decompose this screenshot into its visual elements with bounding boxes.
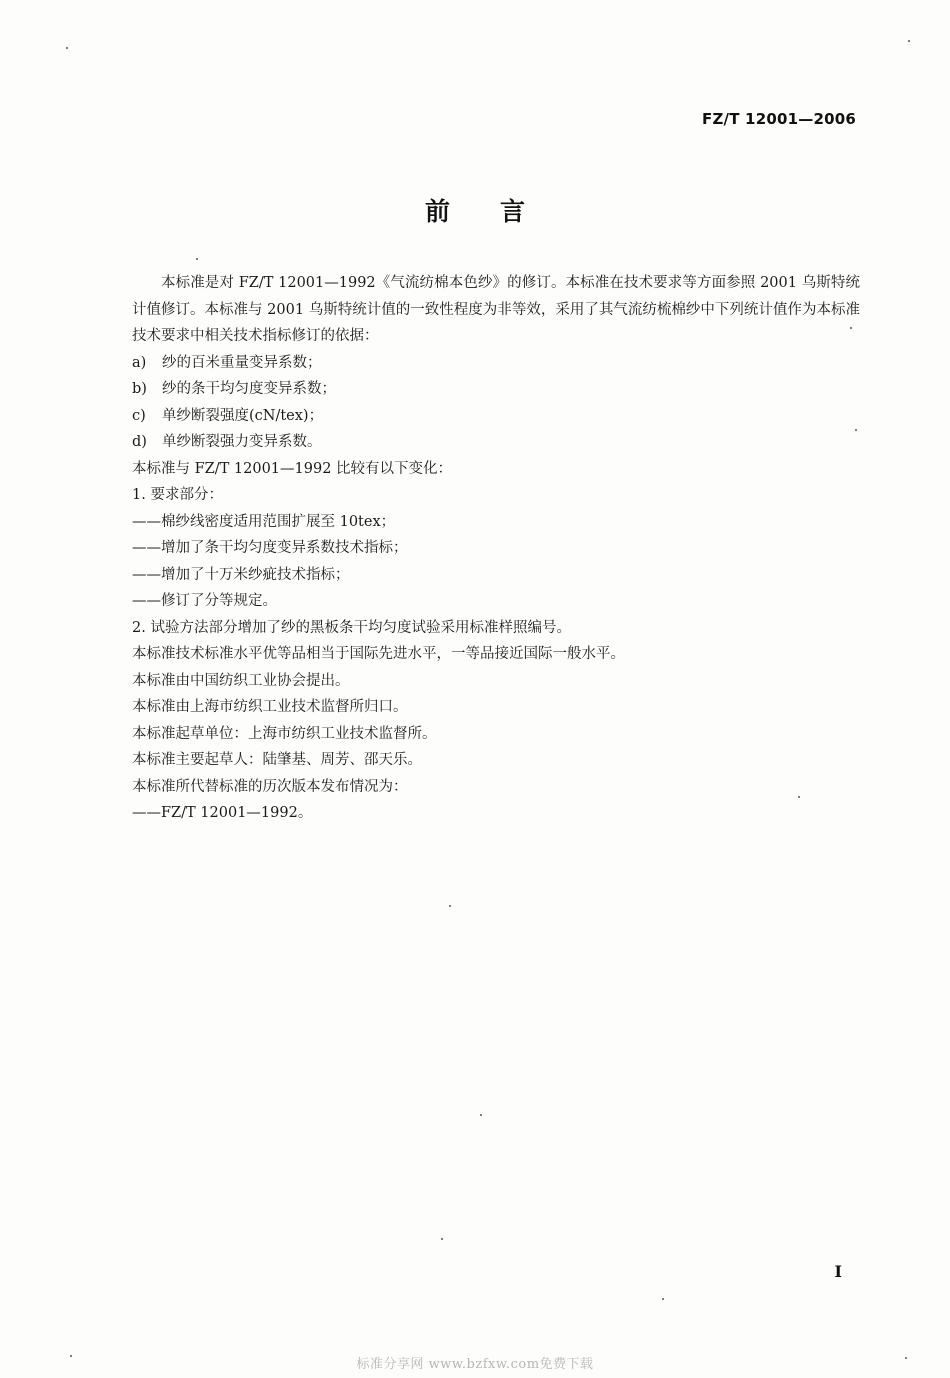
scan-speck xyxy=(850,327,852,329)
scan-speck xyxy=(66,47,68,49)
scan-speck xyxy=(196,258,198,260)
scan-speck xyxy=(798,796,800,798)
scan-speck xyxy=(905,1357,907,1359)
requirement-changes-list xyxy=(132,509,860,615)
changes-intro: 本标准与 FZ/T 12001—1992 比较有以下变化： xyxy=(132,460,453,477)
section2-text: 2. 试验方法部分增加了纱的黑板条干均匀度试验采用标准样照编号。 xyxy=(132,619,571,636)
list-item-text: 单纱断裂强度(cN/tex)； xyxy=(162,407,324,424)
list-item xyxy=(132,376,860,403)
list-item: ——增加了十万米纱疵技术指标； xyxy=(132,566,350,583)
standard-code: FZ/T 12001—2006 xyxy=(702,110,856,128)
administered-by: 本标准由上海市纺织工业技术监督所归口。 xyxy=(132,699,408,715)
basis-list xyxy=(132,350,860,456)
scan-speck xyxy=(70,1355,72,1357)
page-number: I xyxy=(834,1262,842,1281)
list-item: ——增加了条干均匀度变异系数技术指标； xyxy=(132,540,408,556)
document-body xyxy=(132,270,860,827)
list-item-marker: c) xyxy=(132,407,146,424)
scan-speck xyxy=(449,905,451,907)
intro-paragraph: 本标准是对 FZ/T 12001—1992《气流纺棉本色纱》的修订。本标准在技术要求等方面参照 2001 乌斯特统计值修订。本标准与 2001 乌斯特统计值的一致性程度为非等效，采用了其气流纺梳棉纱中下列统计值作为本标准技术要求中相关技术指标修订的依据： xyxy=(132,275,860,344)
list-item: ——FZ/T 12001—1992。 xyxy=(132,805,313,821)
proposed-by: 本标准由中国纺织工业协会提出。 xyxy=(132,672,350,689)
scan-speck xyxy=(908,40,910,42)
history-intro: 本标准所代替标准的历次版本发布情况为： xyxy=(132,778,408,795)
page-title: 前言 xyxy=(424,197,575,226)
scan-speck xyxy=(441,1238,443,1240)
list-item-marker: b) xyxy=(132,381,147,397)
list-item: ——修订了分等规定。 xyxy=(132,593,277,609)
list-item-marker: d) xyxy=(132,434,147,450)
scan-speck xyxy=(480,1114,482,1116)
section1-heading: 1. 要求部分： xyxy=(132,487,223,503)
scan-speck xyxy=(662,1298,664,1300)
list-item-text: 纱的百米重量变异系数； xyxy=(162,354,322,371)
list-item-text: 单纱断裂强力变异系数。 xyxy=(162,434,322,450)
list-item-text: 纱的条干均匀度变异系数； xyxy=(162,381,336,397)
list-item xyxy=(132,403,860,430)
list-item-marker: a) xyxy=(132,354,147,371)
main-drafters: 本标准主要起草人：陆肇基、周芳、邵天乐。 xyxy=(132,752,422,768)
level-statement: 本标准技术标准水平优等品相当于国际先进水平，一等品接近国际一般水平。 xyxy=(132,646,625,662)
watermark: 标准分享网 www.bzfxw.com免费下载 xyxy=(356,1357,594,1372)
drafting-unit: 本标准起草单位：上海市纺织工业技术监督所。 xyxy=(132,725,437,742)
list-item xyxy=(132,350,860,377)
scan-speck xyxy=(855,429,857,431)
list-item: ——棉纱线密度适用范围扩展至 10tex； xyxy=(132,513,396,530)
list-item xyxy=(132,429,860,456)
